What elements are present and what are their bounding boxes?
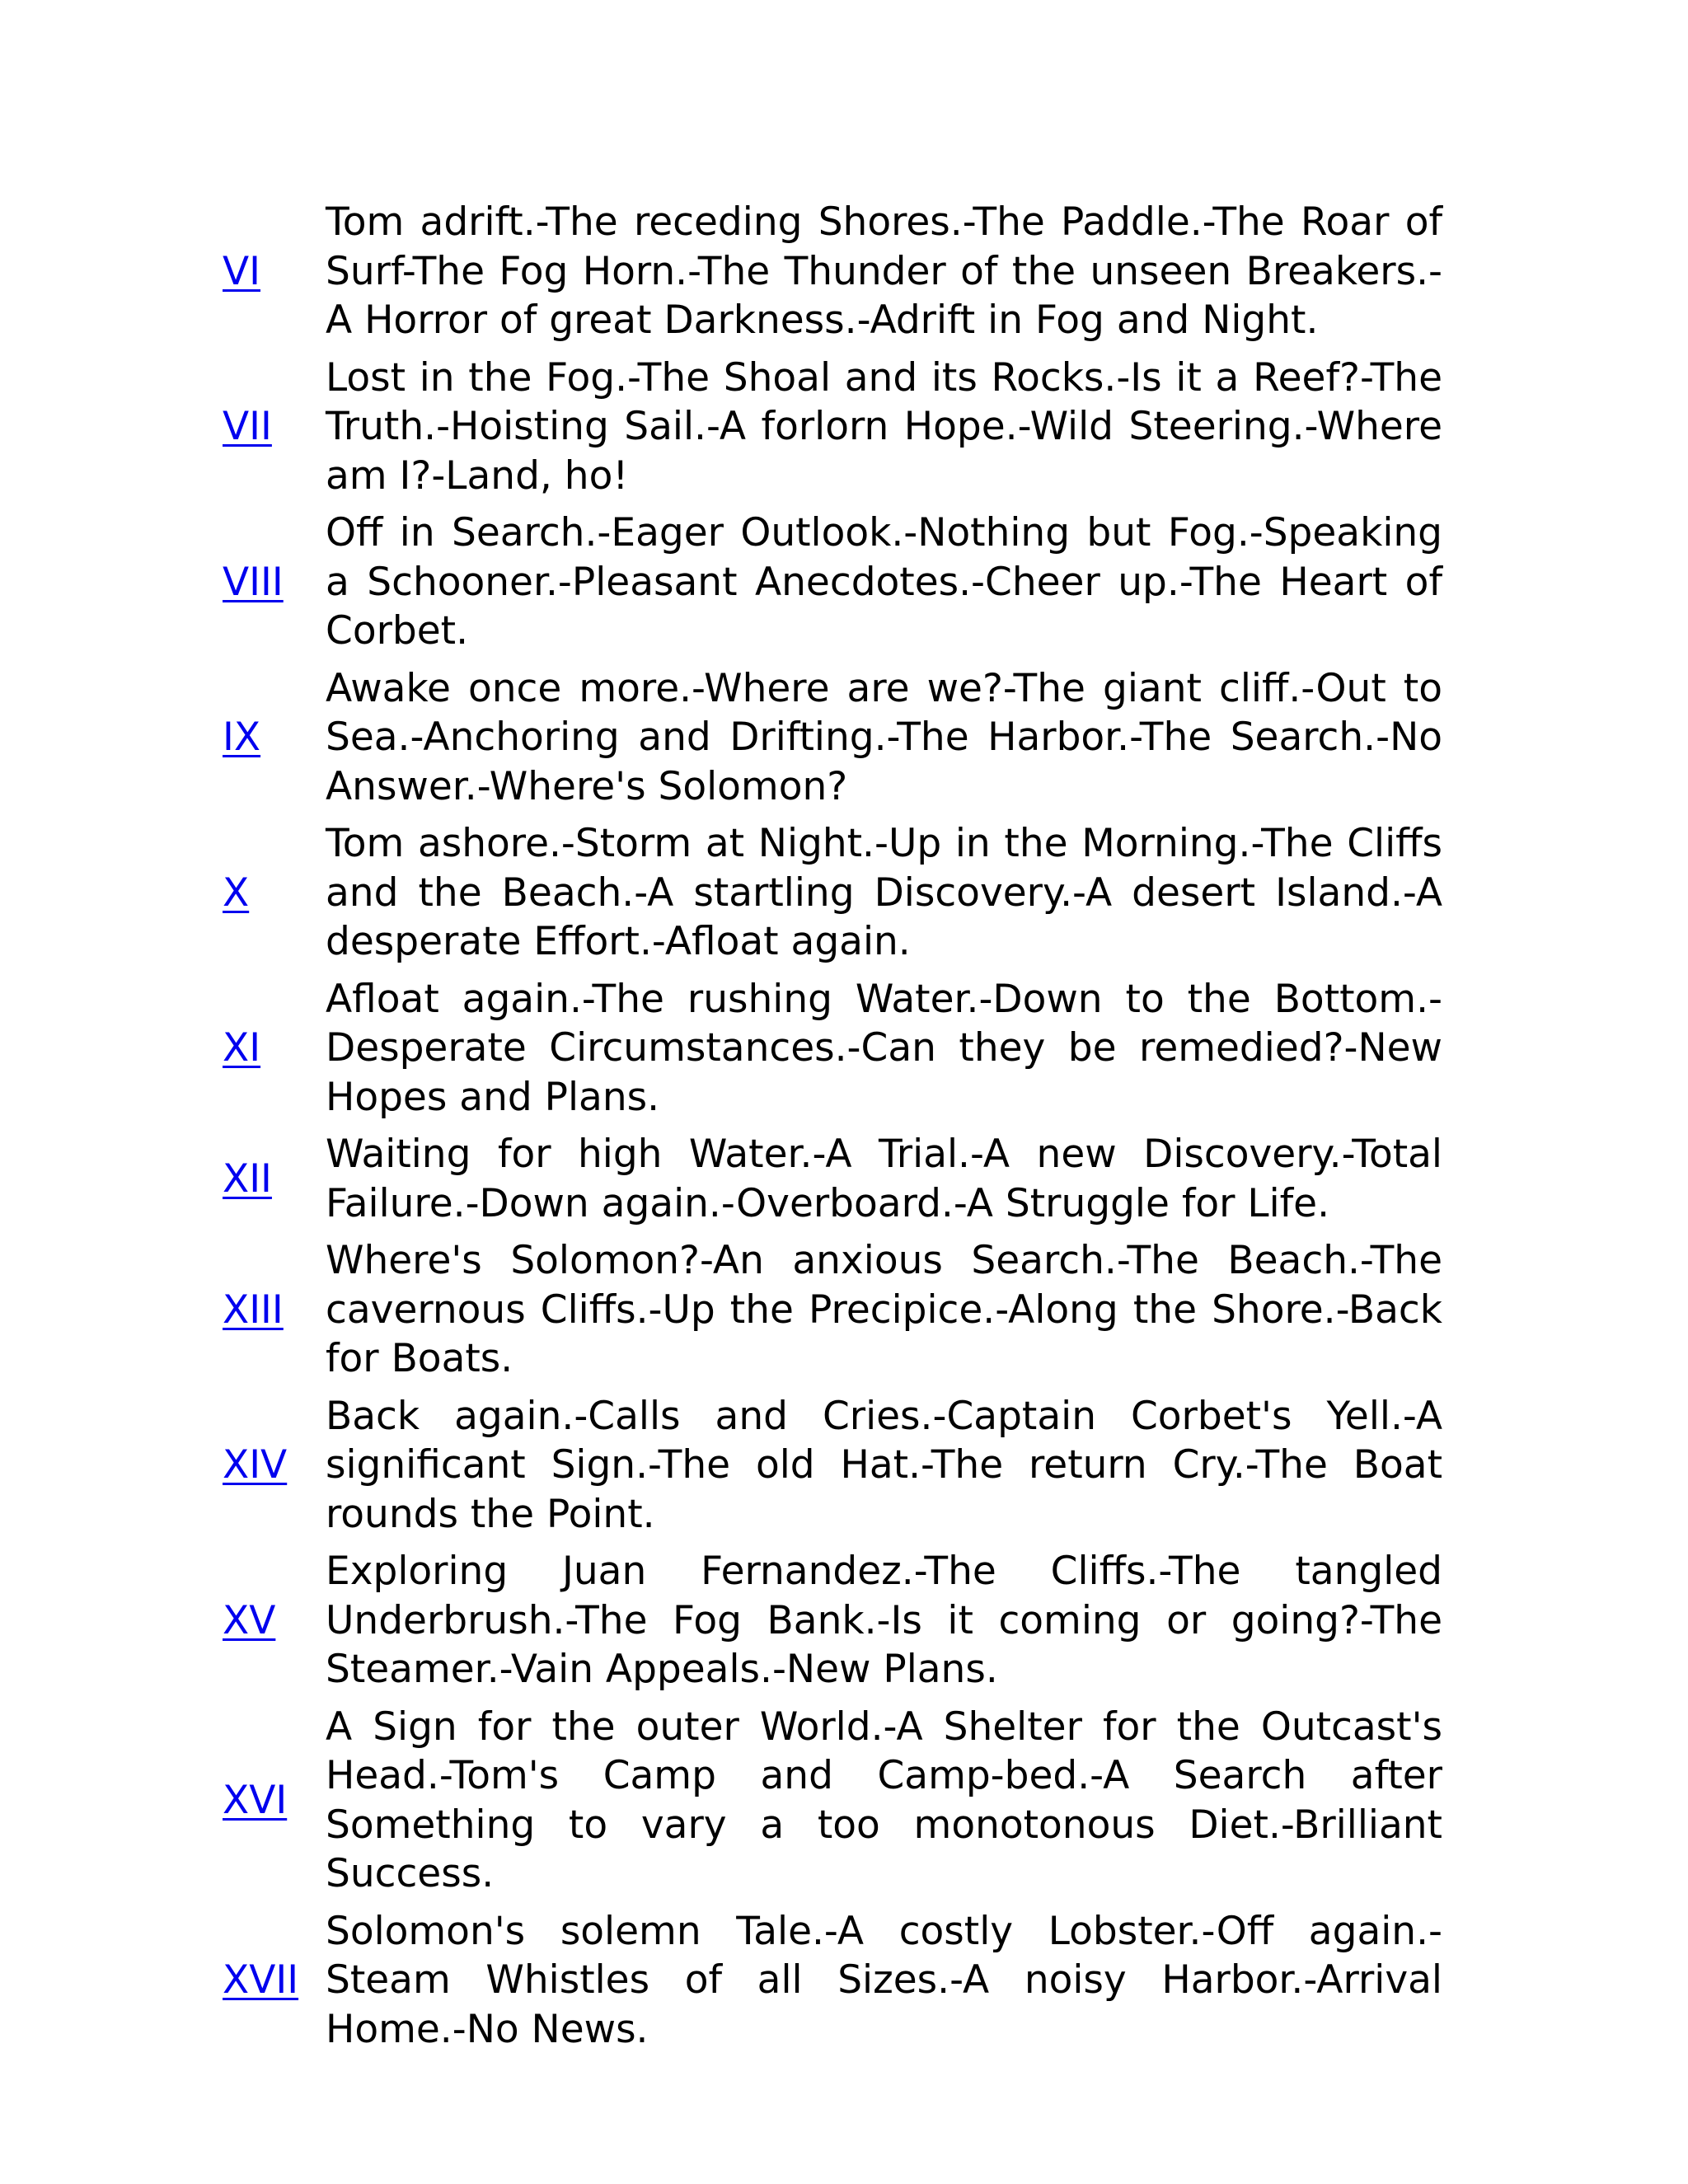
chapter-link[interactable]: XV bbox=[223, 1597, 276, 1643]
chapter-summary: Exploring Juan Fernandez.-The Cliffs.-The tangled Underbrush.-The Fog Bank.-Is it coming or going?-The Steamer.-Vain Appeals.-New Plans. bbox=[326, 1549, 1442, 1692]
chapter-summary: Waiting for high Water.-A Trial.-A new Discovery.-Total Failure.-Down again.-Overboard.-A Struggle for Life. bbox=[326, 1132, 1442, 1226]
chapter-summary: Solomon's solemn Tale.-A costly Lobster.-Off again.-Steam Whistles of all Sizes.-A noisy Harbor.-Arrival Home.-No News. bbox=[326, 1908, 1442, 2052]
chapter-link[interactable]: XIII bbox=[223, 1286, 284, 1333]
chapter-table bbox=[223, 198, 1442, 2062]
chapter-summary: Off in Search.-Eager Outlook.-Nothing but Fog.-Speaking a Schooner.-Pleasant Anecdotes.-Cheer up.-The Heart of Corbet. bbox=[326, 510, 1442, 654]
chapter-summary: Afloat again.-The rushing Water.-Down to the Bottom.-Desperate Circumstances.-Can they be remedied?-New Hopes and Plans. bbox=[326, 976, 1442, 1120]
chapter-row bbox=[223, 819, 1442, 975]
chapter-link[interactable]: XVII bbox=[223, 1957, 299, 2003]
chapter-link[interactable]: IX bbox=[223, 715, 261, 760]
chapter-summary: Lost in the Fog.-The Shoal and its Rocks.-Is it a Reef?-The Truth.-Hoisting Sail.-A forlorn Hope.-Wild Steering.-Where am I?-Land, ho! bbox=[326, 354, 1442, 499]
chapter-row bbox=[223, 1547, 1442, 1703]
chapter-row bbox=[223, 664, 1442, 820]
chapter-row bbox=[223, 1236, 1442, 1392]
chapter-row bbox=[223, 1130, 1442, 1236]
chapter-link[interactable]: XI bbox=[223, 1025, 261, 1071]
chapter-link[interactable]: VI bbox=[223, 248, 261, 294]
chapter-row bbox=[223, 354, 1442, 509]
chapter-row bbox=[223, 198, 1442, 354]
chapter-link[interactable]: XII bbox=[223, 1155, 272, 1202]
chapter-link[interactable]: XIV bbox=[223, 1442, 288, 1488]
chapter-summary: Where's Solomon?-An anxious Search.-The Beach.-The cavernous Cliffs.-Up the Precipice.-Along the Shore.-Back for Boats. bbox=[326, 1238, 1442, 1381]
chapter-row bbox=[223, 1392, 1442, 1548]
chapter-row bbox=[223, 509, 1442, 664]
chapter-summary: Tom adrift.-The receding Shores.-The Paddle.-The Roar of Surf-The Fog Horn.-The Thunder of the unseen Breakers.-A Horror of great Darkness.-Adrift in Fog and Night. bbox=[326, 199, 1442, 343]
chapter-summary: Tom ashore.-Storm at Night.-Up in the Morning.-The Cliffs and the Beach.-A startling Discovery.-A desert Island.-A desperate Effort.-Afloat again. bbox=[326, 821, 1442, 964]
chapter-link[interactable]: VII bbox=[223, 404, 272, 449]
chapter-row bbox=[223, 975, 1442, 1131]
chapter-summary: A Sign for the outer World.-A Shelter for the Outcast's Head.-Tom's Camp and Camp-bed.-A Search after Something to vary a too monotonous Diet.-Brilliant Success. bbox=[326, 1704, 1442, 1896]
chapter-row bbox=[223, 1907, 1442, 2063]
chapter-summary: Back again.-Calls and Cries.-Captain Corbet's Yell.-A significant Sign.-The old Hat.-The return Cry.-The Boat rounds the Point. bbox=[326, 1393, 1442, 1537]
chapter-row bbox=[223, 1703, 1442, 1907]
chapter-link[interactable]: X bbox=[223, 869, 250, 916]
chapter-summary: Awake once more.-Where are we?-The giant cliff.-Out to Sea.-Anchoring and Drifting.-The Harbor.-The Search.-No Answer.-Where's Solomon? bbox=[326, 665, 1442, 809]
table-of-contents-page bbox=[223, 198, 1442, 2062]
chapter-link[interactable]: VIII bbox=[223, 559, 284, 605]
chapter-link[interactable]: XVI bbox=[223, 1777, 288, 1823]
